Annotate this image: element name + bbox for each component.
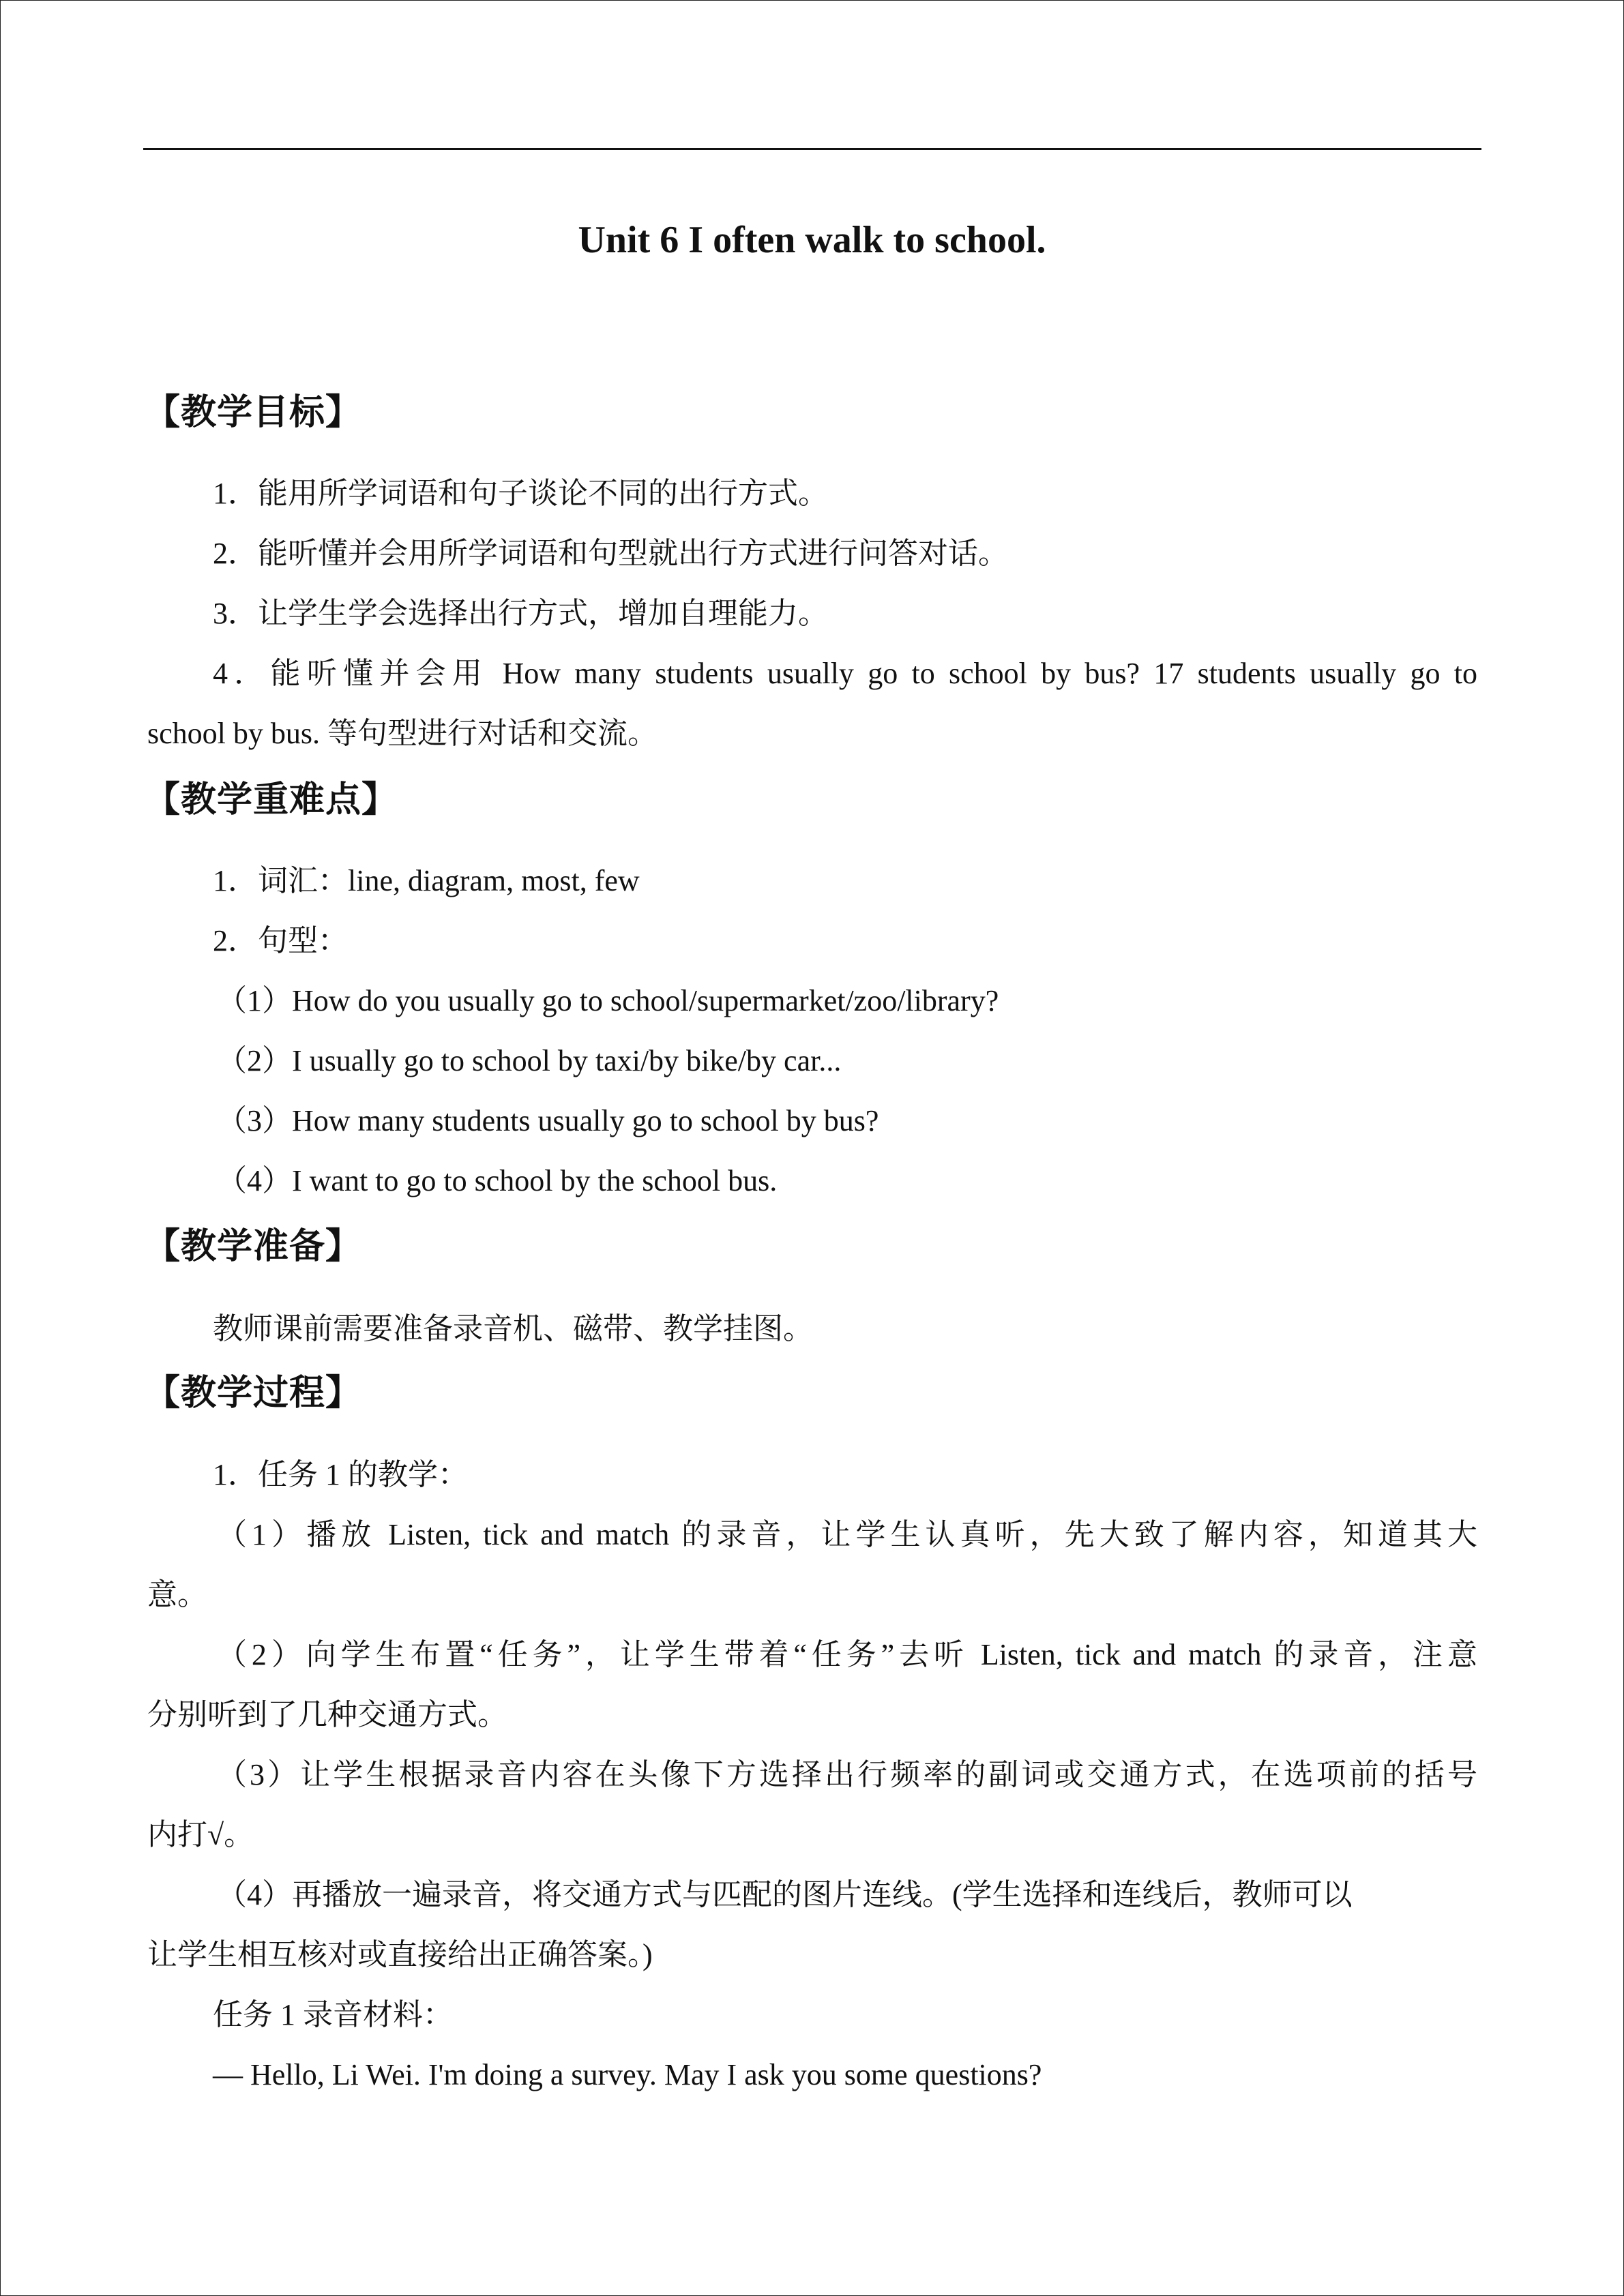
step3-line1: （3）让学生根据录音内容在头像下方选择出行频率的副词或交通方式，在选项前的括号	[217, 1758, 1477, 1791]
objective-item-1: 1．能用所学词语和句子谈论不同的出行方式。	[213, 477, 828, 510]
step1-line2: 意。	[147, 1578, 207, 1611]
preparation-text: 教师课前需要准备录音机、磁带、教学挂图。	[213, 1312, 813, 1345]
header-rule	[143, 148, 1481, 150]
key-patterns-label: 2．句型：	[213, 924, 348, 957]
document-title: Unit 6 I often walk to school.	[578, 219, 1046, 261]
pattern-4: （4）I want to go to school by the school bus.	[217, 1164, 778, 1197]
step2-line2: 分别听到了几种交通方式。	[147, 1698, 507, 1731]
step1-line1: （1）播放 Listen, tick and match 的录音，让学生认真听，先大致了解内容，知道其大	[217, 1518, 1477, 1551]
dialogue-line-1: — Hello, Li Wei. I'm doing a survey. May I ask you some questions?	[213, 2058, 1042, 2091]
heading-process: 【教学过程】	[145, 1373, 362, 1414]
pattern-1: （1）How do you usually go to school/supermarket/zoo/library?	[217, 984, 999, 1017]
objective-item-4-line2: school by bus. 等句型进行对话和交流。	[147, 717, 658, 750]
step2-line1: （2）向学生布置“任务”，让学生带着“任务”去听 Listen, tick and match 的录音，注意	[217, 1638, 1477, 1671]
step4-line2: 让学生相互核对或直接给出正确答案。)	[147, 1938, 653, 1971]
key-vocab: 1．词汇：line, diagram, most, few	[213, 864, 640, 897]
heading-objectives: 【教学目标】	[145, 392, 362, 433]
material-label: 任务 1 录音材料：	[213, 1998, 453, 2031]
heading-preparation: 【教学准备】	[145, 1226, 362, 1267]
step3-line2: 内打√。	[147, 1818, 254, 1851]
heading-key-points: 【教学重难点】	[145, 779, 398, 820]
objective-item-4-line1: 4．能听懂并会用 How many students usually go to school by bus? 17 students usually go to	[213, 657, 1477, 690]
task1-title: 1．任务 1 的教学：	[213, 1458, 468, 1491]
objective-item-3: 3．让学生学会选择出行方式，增加自理能力。	[213, 597, 828, 630]
objective-item-2: 2．能听懂并会用所学词语和句型就出行方式进行问答对话。	[213, 537, 1008, 570]
pattern-2: （2）I usually go to school by taxi/by bike/by car...	[217, 1044, 842, 1077]
step4-line1: （4）再播放一遍录音，将交通方式与匹配的图片连线。(学生选择和连线后，教师可以	[217, 1878, 1353, 1911]
pattern-3: （3）How many students usually go to school by bus?	[217, 1104, 879, 1137]
